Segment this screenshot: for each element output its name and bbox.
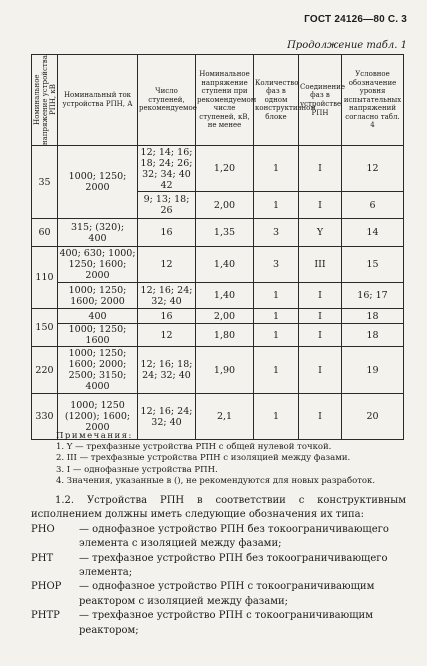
- cell-connection: I: [299, 394, 342, 440]
- cell-steps: 9; 13; 18; 26: [138, 192, 196, 219]
- cell-phases: 1: [254, 394, 299, 440]
- cell-voltage: 60: [32, 219, 58, 247]
- cell-steps: 12: [138, 324, 196, 347]
- cell-step-voltage: 2,00: [196, 192, 254, 219]
- cell-voltage: 150: [32, 309, 58, 347]
- cell-voltage: 330: [32, 394, 58, 440]
- cell-voltage: 35: [32, 146, 58, 219]
- cell-phases: 1: [254, 146, 299, 192]
- header-connection: Соединение фаз в устройстве РПН: [299, 55, 342, 146]
- cell-current: 400; 630; 1000; 1250; 1600; 2000: [59, 248, 136, 281]
- note-item: 2. III — трехфазные устройства РПН с изоляцией между фазами.: [56, 453, 351, 464]
- cell-level: 19: [342, 347, 404, 394]
- cell-phases: 1: [254, 192, 299, 219]
- cell-steps: 12; 14; 16; 18; 24; 26; 32; 34; 40 42: [138, 146, 196, 192]
- cell-phases: 1: [254, 309, 299, 324]
- cell-level: 18: [342, 309, 404, 324]
- cell-current: 400: [58, 309, 138, 324]
- clause-paragraph: 1.2. Устройства РПН в соответствии с конструктивным исполнением должны иметь следующие обозначения их типа:: [31, 495, 406, 521]
- type-code: РНОР: [31, 581, 62, 593]
- header-step-voltage: Номинальное напряжение ступени при рекомендуемом числе ступеней, кВ, не менее: [196, 55, 254, 146]
- cell-level: 15: [342, 247, 404, 283]
- cell-current: 1000; 1250; 1600: [58, 324, 138, 347]
- cell-connection: I: [299, 192, 342, 219]
- cell-current: 1000; 1250; 2000: [58, 146, 138, 219]
- table-header-row: [32, 55, 404, 146]
- type-code: РНТ: [31, 552, 54, 564]
- cell-connection: III: [299, 247, 342, 283]
- cell-connection: I: [299, 347, 342, 394]
- cell-voltage: 110: [32, 247, 58, 309]
- cell-current: 1000; 1250 (1200); 1600; 2000: [58, 394, 138, 440]
- cell-level: 6: [342, 192, 404, 219]
- cell-current: 1000; 1250; 1600; 2000: [58, 283, 138, 309]
- cell-phases: 1: [254, 347, 299, 394]
- type-description: — однофазное устройство РПН без токоограничивающего элемента с изоляцией между фазами;: [79, 523, 389, 550]
- parameters-table: [31, 54, 404, 440]
- cell-connection: I: [299, 324, 342, 347]
- cell-phases: 1: [254, 324, 299, 347]
- table-row: [32, 347, 404, 394]
- cell-level: 20: [342, 394, 404, 440]
- cell-step-voltage: 2,00: [196, 309, 254, 324]
- type-designation: [31, 523, 406, 552]
- cell-step-voltage: 1,40: [196, 247, 254, 283]
- type-description: — трехфазное устройство РПН без токоограничивающего элемента;: [79, 552, 388, 579]
- header-steps: Число ступеней, рекомендуемое: [138, 55, 196, 146]
- cell-level: 12: [342, 146, 404, 192]
- header-level: Условное обозначение уровня испытательных напряжений согласно табл. 4: [342, 55, 404, 146]
- type-designation: [31, 609, 406, 638]
- clause-text: [31, 494, 406, 638]
- notes-title: Примечания:: [56, 431, 133, 441]
- table-row: [32, 219, 404, 247]
- header-current: Номинальный ток устройства РПН, А: [58, 55, 138, 146]
- table-notes: [56, 431, 406, 487]
- cell-step-voltage: 1,40: [196, 283, 254, 309]
- type-code: РНТР: [31, 610, 60, 622]
- note-item: 1. Y — трехфазные устройства РПН с общей нулевой точкой.: [56, 442, 332, 453]
- cell-level: 18: [342, 324, 404, 347]
- cell-steps: 12; 16; 18; 24; 32; 40: [138, 347, 196, 394]
- cell-step-voltage: 1,80: [196, 324, 254, 347]
- table-row: [32, 324, 404, 347]
- cell-current: 315; (320); 400: [58, 219, 138, 247]
- cell-connection: I: [299, 146, 342, 192]
- cell-voltage: 220: [32, 347, 58, 394]
- cell-steps: 16: [138, 219, 196, 247]
- cell-phases: 3: [254, 247, 299, 283]
- type-description: — однофазное устройство РПН с токоограничивающим реактором с изоляцией между фазами;: [79, 581, 375, 607]
- note-item: 3. I — однофазные устройства РПН.: [56, 464, 218, 475]
- cell-step-voltage: 2,1: [196, 394, 254, 440]
- type-description: — трехфазное устройство РПН с токоограничивающим реактором;: [79, 610, 373, 636]
- cell-step-voltage: 1,90: [196, 347, 254, 394]
- cell-step-voltage: 1,35: [196, 219, 254, 247]
- table-row: [32, 309, 404, 324]
- cell-current: 1000; 1250; 1600; 2000; 2500; 3150; 4000: [58, 347, 138, 394]
- type-code: РНО: [31, 523, 55, 535]
- cell-level: 16; 17: [342, 283, 404, 309]
- cell-steps: 12: [138, 247, 196, 283]
- cell-connection: Y: [299, 219, 342, 247]
- cell-steps: 12; 16; 24; 32; 40: [138, 394, 196, 440]
- header-phases: Количество фаз в одном конструктивном блоке: [254, 55, 299, 146]
- table-row: [32, 283, 404, 309]
- cell-step-voltage: 1,20: [196, 146, 254, 192]
- cell-phases: 3: [254, 219, 299, 247]
- cell-connection: I: [299, 309, 342, 324]
- cell-phases: 1: [254, 283, 299, 309]
- type-designation: [31, 552, 406, 581]
- table-row: [32, 247, 404, 283]
- gost-page-header: ГОСТ 24126—80 С. 3: [304, 14, 407, 25]
- cell-steps: 12; 16; 24; 32; 40: [138, 283, 196, 309]
- cell-connection: I: [299, 283, 342, 309]
- table-row: [32, 146, 404, 192]
- table-continuation-label: Продолжение табл. 1: [287, 40, 407, 51]
- header-voltage: Номинальное напряжение устройства РПН, кВ: [33, 55, 57, 145]
- note-item: 4. Значения, указанные в (), не рекомендуются для новых разработок.: [56, 475, 376, 486]
- cell-steps: 16: [138, 309, 196, 324]
- cell-level: 14: [342, 219, 404, 247]
- type-designation: [31, 580, 406, 609]
